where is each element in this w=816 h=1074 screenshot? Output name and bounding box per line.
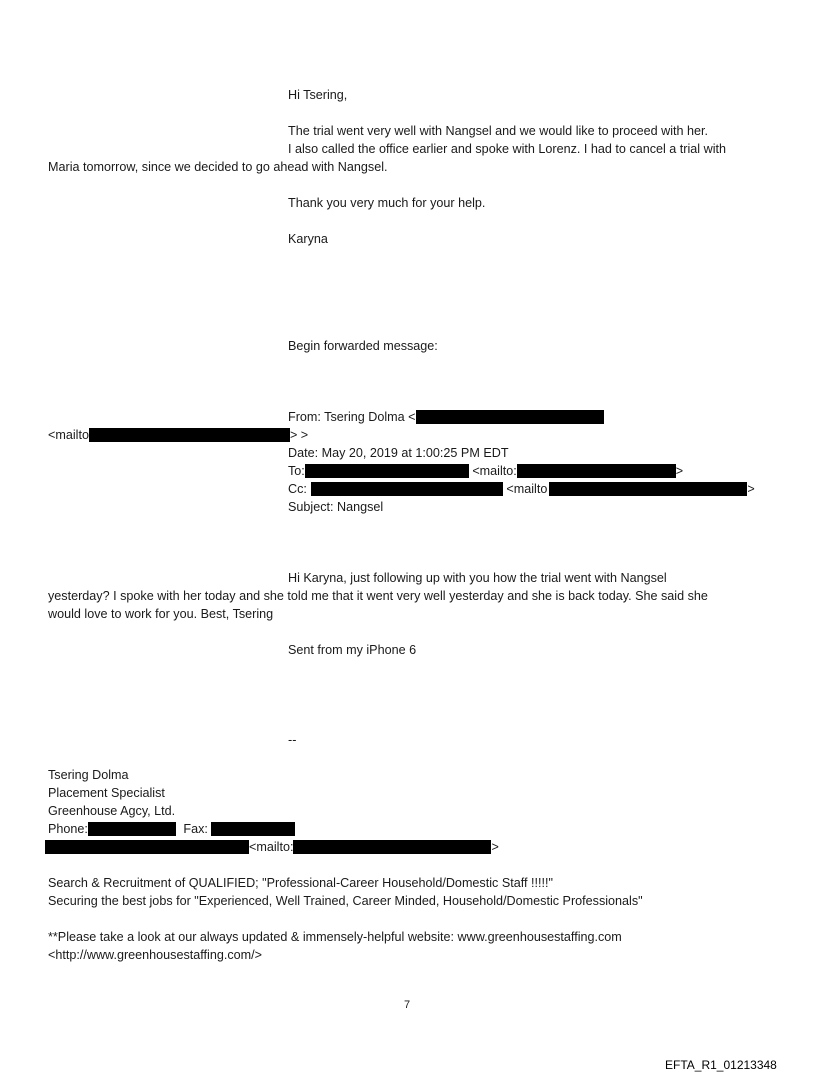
- redaction-block: [88, 822, 176, 836]
- redaction-block: [549, 482, 747, 496]
- body-line: The trial went very well with Nangsel and we would like to proceed with her.: [288, 124, 708, 138]
- from-label: From: Tsering Dolma <: [288, 410, 416, 424]
- document-id: EFTA_R1_01213348: [665, 1058, 777, 1072]
- website-url: <http://www.greenhousestaffing.com/>: [48, 948, 262, 962]
- redaction-block: [517, 464, 676, 478]
- from-mailto-line: [48, 426, 308, 444]
- sig-email-line: [45, 838, 499, 856]
- to-line: [288, 462, 683, 480]
- cc-mailto: <mailto: [506, 482, 548, 496]
- signoff: Karyna: [288, 232, 328, 246]
- thanks-line: Thank you very much for your help.: [288, 196, 486, 210]
- redaction-block: [305, 464, 469, 478]
- redaction-block: [211, 822, 295, 836]
- sig-company: Greenhouse Agcy, Ltd.: [48, 804, 176, 818]
- mailto-close: > >: [289, 428, 309, 442]
- cc-label: Cc:: [288, 482, 307, 496]
- redaction-block: [293, 840, 491, 854]
- fwd-body-line: yesterday? I spoke with her today and she told me that it went very well yesterday and she is back today. She said she: [48, 589, 708, 603]
- page-number: 7: [404, 999, 411, 1011]
- fax-label: Fax:: [183, 822, 208, 836]
- greeting: Hi Tsering,: [288, 88, 348, 102]
- sent-from: Sent from my iPhone 6: [288, 643, 417, 657]
- sig-contact-line: [48, 820, 295, 838]
- redaction-block: [416, 410, 604, 424]
- to-close: >: [675, 464, 684, 478]
- sig-mailto-label: <mailto:: [249, 840, 294, 854]
- date-line: Date: May 20, 2019 at 1:00:25 PM EDT: [288, 446, 509, 460]
- to-mailto: <mailto:: [472, 464, 517, 478]
- mailto-label: <mailto: [48, 428, 89, 442]
- redaction-block: [89, 428, 290, 442]
- body-line: I also called the office earlier and spoke with Lorenz. I had to cancel a trial with: [288, 142, 726, 156]
- website-line: **Please take a look at our always updated & immensely-helpful website: www.greenhousestaffing.com: [48, 930, 622, 944]
- sig-mailto-close: >: [491, 840, 499, 854]
- phone-label: Phone:: [48, 822, 88, 836]
- signature-separator: --: [288, 733, 297, 747]
- cc-close: >: [747, 482, 755, 496]
- from-line: [288, 408, 604, 426]
- subject-line: Subject: Nangsel: [288, 500, 384, 514]
- body-line: Maria tomorrow, since we decided to go ahead with Nangsel.: [48, 160, 388, 174]
- fwd-body-line: would love to work for you. Best, Tsering: [48, 607, 274, 621]
- redaction-block: [311, 482, 503, 496]
- forward-header: Begin forwarded message:: [288, 339, 438, 353]
- to-label: To:: [288, 464, 305, 478]
- tagline: Securing the best jobs for "Experienced, Well Trained, Career Minded, Household/Domestic Professionals": [48, 894, 643, 908]
- sig-name: Tsering Dolma: [48, 768, 129, 782]
- cc-line: [288, 480, 755, 498]
- redaction-block: [45, 840, 249, 854]
- tagline: Search & Recruitment of QUALIFIED; "Professional-Career Household/Domestic Staff !!!!!": [48, 876, 553, 890]
- sig-title: Placement Specialist: [48, 786, 165, 800]
- fwd-body-line: Hi Karyna, just following up with you how the trial went with Nangsel: [288, 571, 667, 585]
